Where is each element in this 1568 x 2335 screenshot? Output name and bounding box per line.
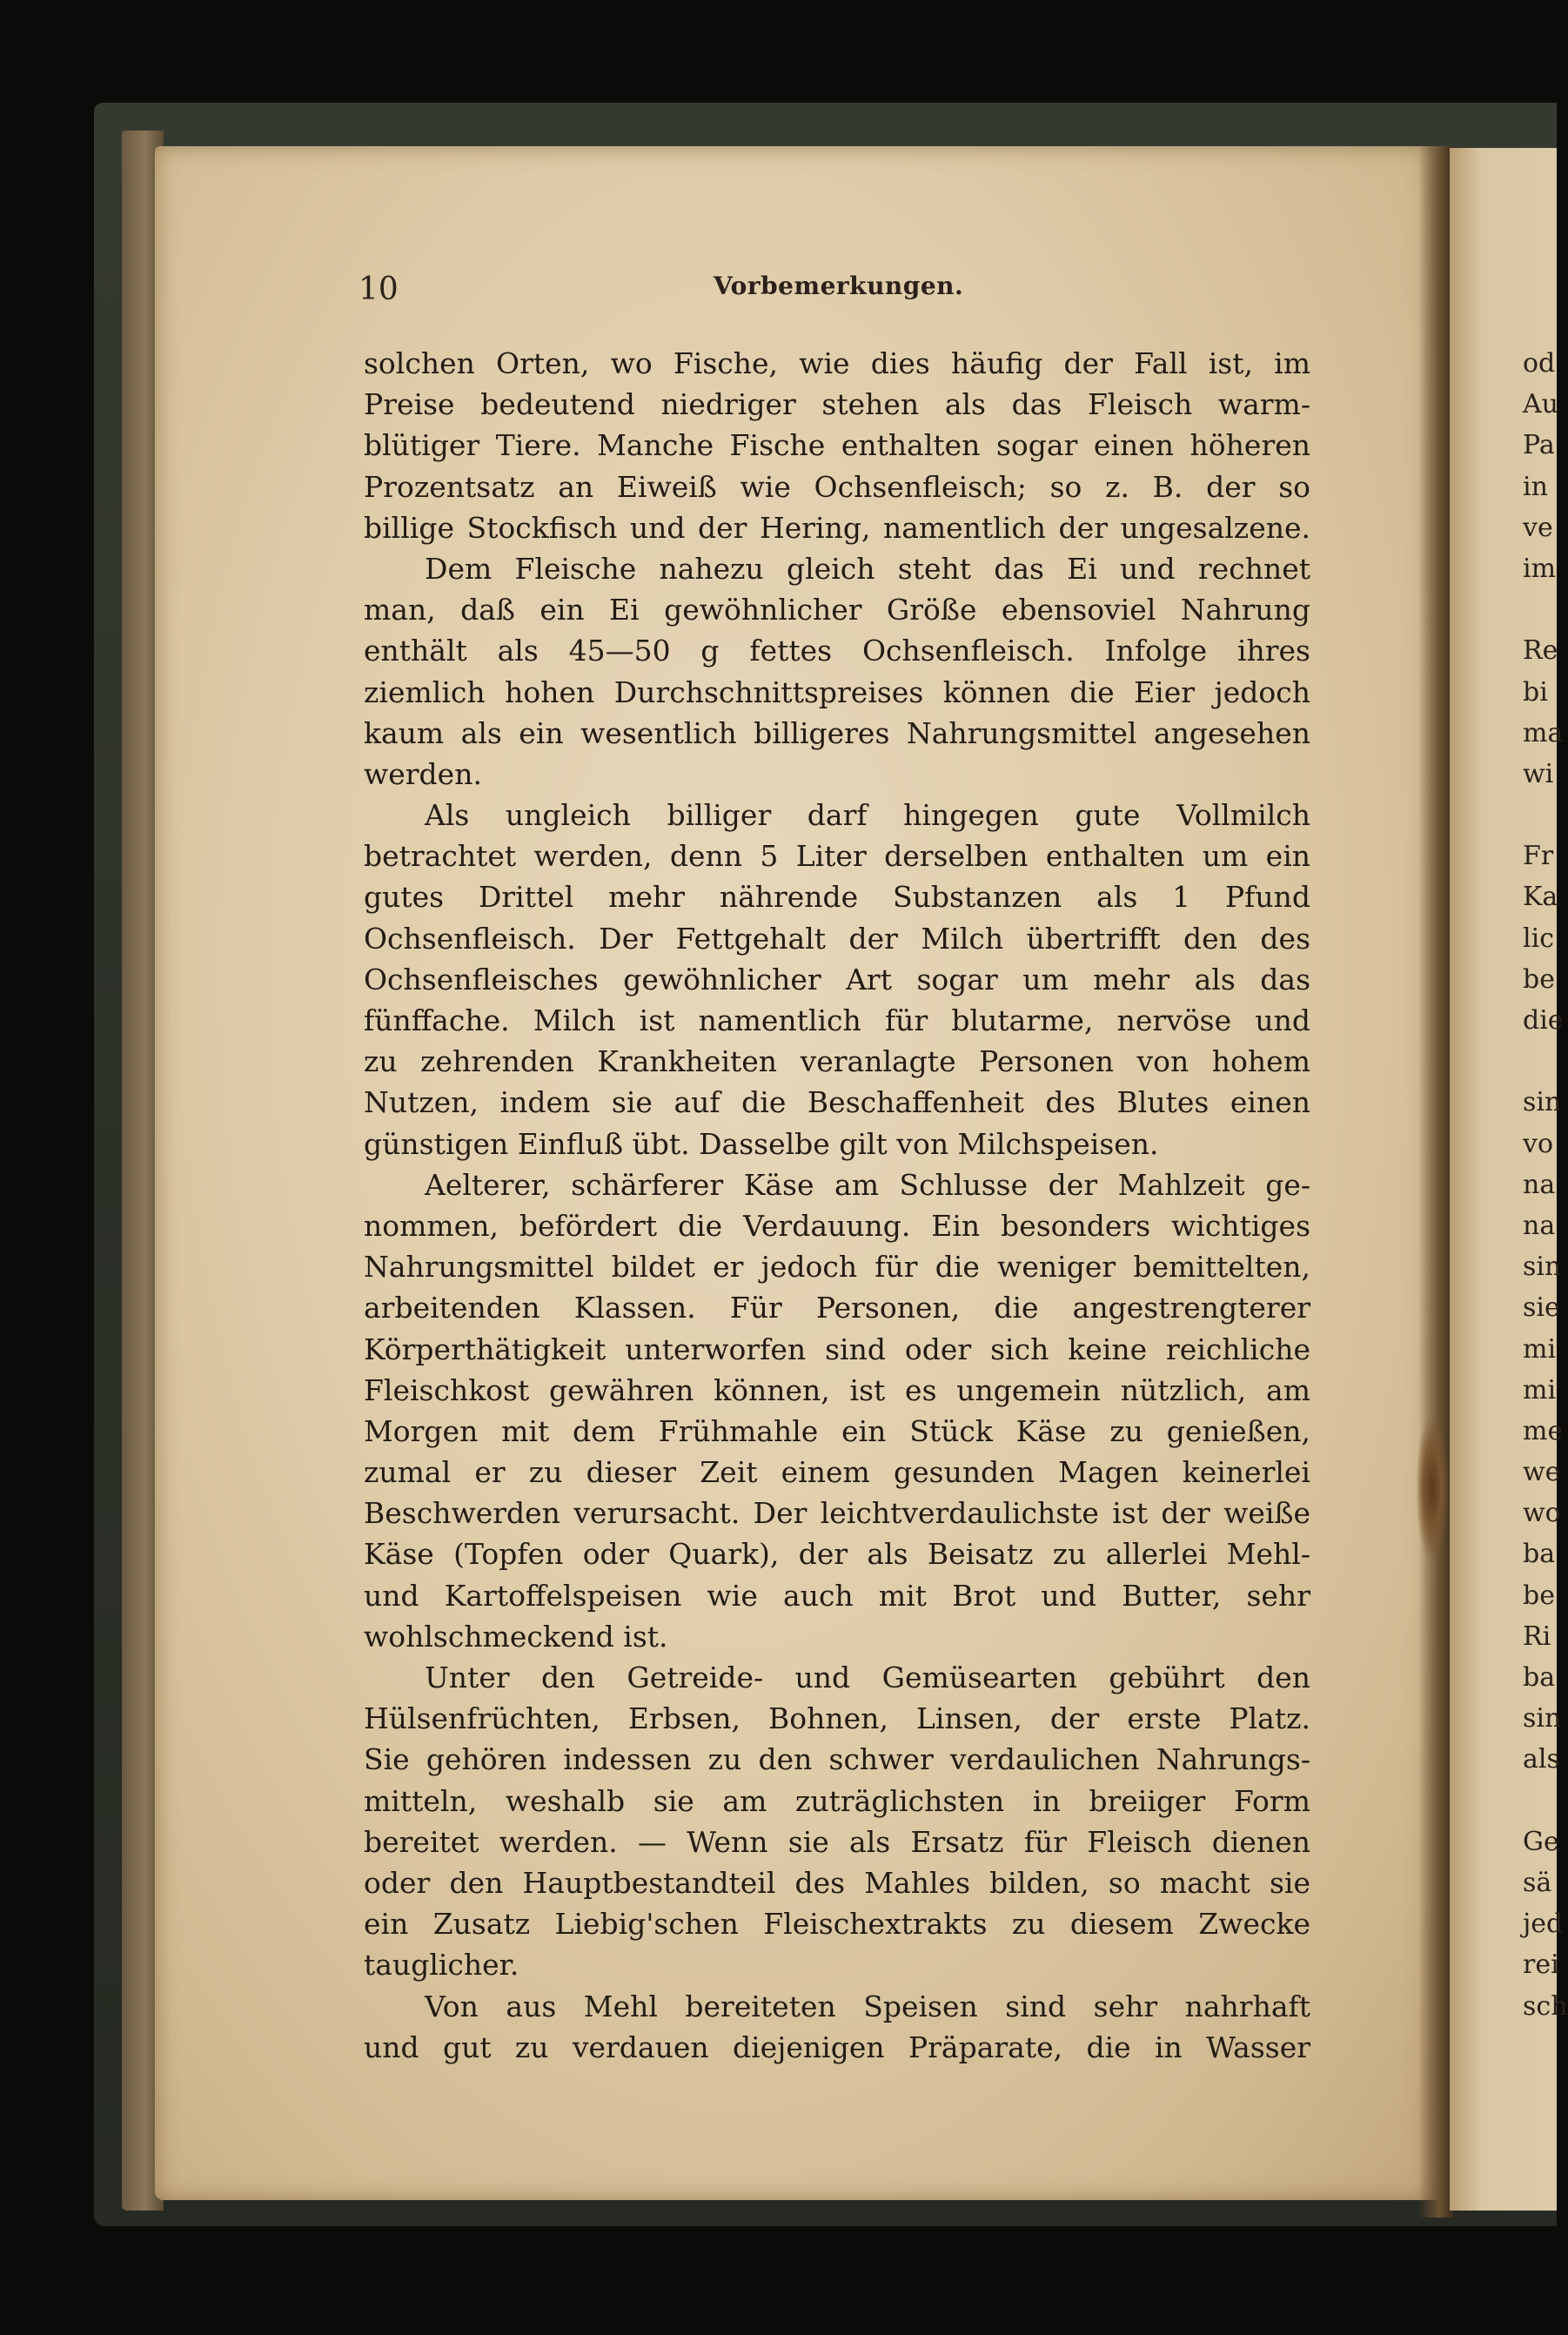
text-line: günstigen Einfluß übt. Dasselbe gilt von Milchspeisen.	[364, 1126, 1159, 1161]
right-page-fragment: Ge	[1523, 1826, 1559, 1857]
right-page-fragment: in	[1523, 471, 1548, 502]
right-page-fragment: ba	[1523, 1662, 1556, 1693]
running-title: Vorbemerkungen.	[714, 272, 964, 300]
right-page-text	[1523, 343, 1568, 2027]
text-line: Von aus Mehl bereiteten Speisen sind sehr nahrhaft	[425, 1989, 1310, 2023]
text-line: Beschwerden verursacht. Der leichtverdaulichste ist der weiße	[364, 1496, 1310, 1531]
right-page-fragment: Fr	[1523, 841, 1554, 872]
text-line: mitteln, weshalb sie am zuträglichsten in breiiger Form	[364, 1783, 1310, 1818]
text-line: man, daß ein Ei gewöhnlicher Größe ebensoviel Nahrung	[364, 593, 1310, 627]
text-line: und gut zu verdauen diejenigen Präparate, die in Wasser	[364, 2030, 1310, 2064]
right-page-fragment: we	[1523, 1457, 1561, 1488]
text-line: oder den Hauptbestandteil des Mahles bilden, so macht sie	[364, 1865, 1310, 1900]
text-line: Ochsenfleisch. Der Fettgehalt der Milch übertrifft den des	[364, 921, 1310, 956]
right-page-fragment: sch	[1523, 1990, 1568, 2022]
text-line: Sie gehören indessen zu den schwer verdaulichen Nahrungs-	[364, 1742, 1310, 1777]
text-line: Körperthätigkeit unterworfen sind oder sich keine reichliche	[364, 1332, 1310, 1366]
right-page-fragment: wo	[1523, 1498, 1561, 1529]
text-line: betrachtet werden, denn 5 Liter derselben enthalten um ein	[364, 839, 1310, 874]
text-line: zumal er zu dieser Zeit einem gesunden Magen keinerlei	[364, 1455, 1310, 1490]
text-line: Nahrungsmittel bildet er jedoch für die weniger bemittelten,	[364, 1250, 1310, 1285]
right-page-fragment: Pa	[1523, 430, 1555, 461]
right-page-fragment: Ka	[1523, 882, 1558, 913]
text-line: Ochsenfleisches gewöhnlicher Art sogar um mehr als das	[364, 962, 1310, 996]
text-line: arbeitenden Klassen. Für Personen, die angestrengterer	[364, 1291, 1310, 1325]
right-page-fragment: im	[1523, 553, 1557, 584]
right-page-fragment: sie	[1523, 1292, 1560, 1324]
right-page-fragment	[1523, 1781, 1557, 1822]
right-page-fragment: als	[1523, 1744, 1560, 1775]
right-page-fragment: be	[1523, 963, 1555, 995]
text-line: Käse (Topfen oder Quark), der als Beisatz zu allerlei Mehl-	[364, 1537, 1310, 1572]
right-page-fragment: lic	[1523, 923, 1554, 954]
text-line: Als ungleich billiger darf hingegen gute Vollmilch	[425, 798, 1310, 833]
right-page-fragment: mi	[1523, 1333, 1557, 1365]
right-page-fragment: ma	[1523, 717, 1564, 748]
right-page-fragment: na	[1523, 1210, 1556, 1241]
right-page-fragment: na	[1523, 1169, 1556, 1200]
text-line: gutes Drittel mehr nährende Substanzen als 1 Pfund	[364, 880, 1310, 915]
text-line: Dem Fleische nahezu gleich steht das Ei und rechnet	[425, 551, 1310, 586]
right-page-fragment: sä	[1523, 1867, 1552, 1898]
right-page-fragment: be	[1523, 1580, 1555, 1611]
right-page-fragment: sin	[1523, 1087, 1562, 1118]
text-line: blütiger Tiere. Manche Fische enthalten sogar einen höheren	[364, 428, 1310, 463]
text-line: zu zehrenden Krankheiten veranlagte Personen von hohem	[364, 1044, 1310, 1079]
text-line: Prozentsatz an Eiweiß wie Ochsenfleisch; so z. B. der so	[364, 469, 1310, 504]
right-page-fragment: ve	[1523, 512, 1553, 543]
text-line: ein Zusatz Liebig'schen Fleischextrakts zu diesem Zwecke	[364, 1907, 1310, 1942]
right-page-fragment	[1523, 795, 1557, 835]
right-page-fragment: od	[1523, 348, 1556, 379]
text-line: Nutzen, indem sie auf die Beschaffenheit des Blutes einen	[364, 1085, 1310, 1120]
right-page-fragment: Au	[1523, 389, 1558, 420]
right-page-fragment: die	[1523, 1005, 1564, 1036]
text-line: Hülsenfrüchten, Erbsen, Bohnen, Linsen, der erste Platz.	[364, 1701, 1310, 1736]
text-line: ziemlich hohen Durchschnittspreises können die Eier jedoch	[364, 674, 1310, 709]
right-page-fragment: mi	[1523, 1374, 1557, 1406]
right-page-fragment: jed	[1523, 1909, 1564, 1940]
text-line: werden.	[364, 756, 482, 791]
text-line: und Kartoffelspeisen wie auch mit Brot und Butter, sehr	[364, 1578, 1310, 1613]
book-gutter	[1418, 146, 1453, 2218]
text-line: nommen, befördert die Verdauung. Ein besonders wichtiges	[364, 1208, 1310, 1243]
right-page-fragment: me	[1523, 1415, 1564, 1446]
text-line: bereitet werden. — Wenn sie als Ersatz für Fleisch dienen	[364, 1824, 1310, 1859]
text-line: Unter den Getreide- und Gemüsearten gebührt den	[425, 1661, 1310, 1694]
right-page-fragment: sin	[1523, 1703, 1562, 1734]
text-line: Aelterer, schärferer Käse am Schlusse der Mahlzeit ge-	[425, 1167, 1310, 1202]
right-page-fragment: ba	[1523, 1539, 1556, 1570]
right-page-fragment: sin	[1523, 1251, 1562, 1283]
text-line: tauglicher.	[364, 1948, 519, 1983]
text-line: solchen Orten, wo Fische, wie dies häufig der Fall ist, im	[364, 346, 1310, 380]
right-page-fragment: bi	[1523, 676, 1548, 708]
right-page-fragment: Re	[1523, 635, 1558, 667]
body-text	[364, 343, 1310, 2068]
text-line: kaum als ein wesentlich billigeres Nahrungsmittel angesehen	[364, 715, 1310, 750]
text-line: enthält als 45—50 g fettes Ochsenfleisch. Infolge ihres	[364, 634, 1310, 668]
text-line: billige Stockfisch und der Hering, namentlich der ungesalzene.	[364, 510, 1310, 545]
right-page-fragment: wi	[1523, 758, 1554, 789]
page-number: 10	[358, 272, 399, 307]
text-line: Morgen mit dem Frühmahle ein Stück Käse zu genießen,	[364, 1413, 1310, 1448]
gutter-stain	[1417, 1419, 1448, 1558]
text-line: fünffache. Milch ist namentlich für blutarme, nervöse und	[364, 1003, 1310, 1037]
right-page-fragment	[1523, 1041, 1557, 1082]
text-line: Preise bedeutend niedriger stehen als das Fleisch warm-	[364, 387, 1310, 422]
right-page-fragment	[1523, 589, 1557, 630]
text-line: wohlschmeckend ist.	[364, 1619, 668, 1654]
right-page-fragment: vo	[1523, 1128, 1554, 1159]
right-page-fragment: rei	[1523, 1949, 1559, 1981]
text-line: Fleischkost gewähren können, ist es ungemein nützlich, am	[364, 1372, 1310, 1407]
right-page-fragment: Ri	[1523, 1620, 1551, 1652]
